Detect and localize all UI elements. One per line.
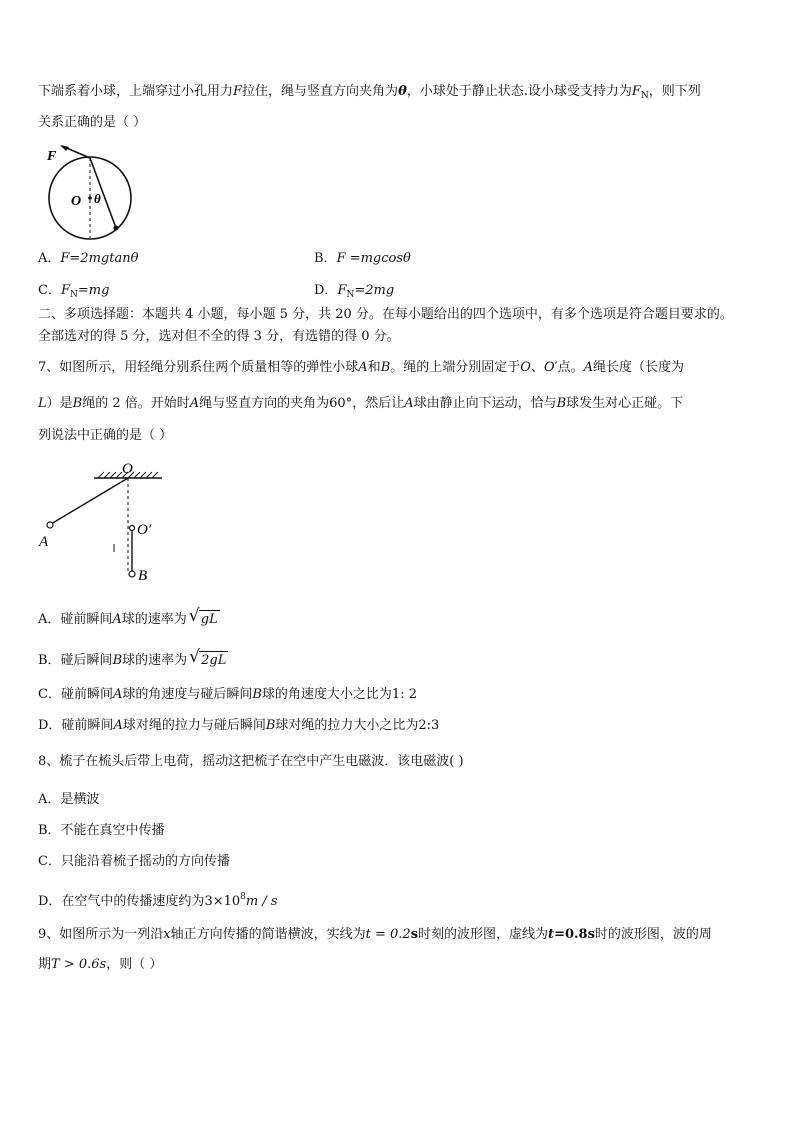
label-A: A: [39, 534, 49, 550]
q7-pendulum-figure: [36, 460, 176, 585]
ball-b: [129, 571, 135, 577]
rope-a-line: [51, 478, 128, 524]
q7-stem-line1: 7、如图所示，用轻绳分别系住两个质量相等的弹性小球A和B。绳的上端分别固定于O、O′点。A绳长度（长度为: [38, 360, 684, 375]
q7-option-c[interactable]: C．碰前瞬间A球的角速度与碰后瞬间B球的角速度大小之比为1: 2: [38, 687, 417, 702]
q6-stem-line2: 关系正确的是（ ）: [38, 115, 147, 130]
ball-dot: [114, 226, 119, 231]
q6-option-a[interactable]: A．F=2mgtanθ: [38, 251, 139, 266]
label-Oprime: O′: [137, 522, 152, 538]
q6-circle-figure: [38, 140, 148, 245]
label-theta: θ: [94, 191, 101, 206]
label-B: B: [138, 568, 148, 584]
q8-stem: 8、梳子在梳头后带上电荷，摇动这把梳子在空中产生电磁波．该电磁波( ): [38, 754, 464, 769]
q7-option-b[interactable]: B．碰后瞬间B球的速率为 √ 2gL: [38, 647, 227, 668]
center-dot: [88, 196, 92, 200]
sqrt-gl: √ gL: [188, 606, 218, 627]
ball-a: [47, 522, 53, 528]
section2-line1: 二、多项选择题：本题共 4 小题，每小题 5 分，共 20 分。在每小题给出的四个选项中，有多个选项是符合题目要求的。: [38, 307, 733, 322]
section2-line2: 全部选对的得 5 分，选对但不全的得 3 分，有选错的得 0 分。: [38, 329, 400, 344]
q9-stem-line2: 期T > 0.6s，则（ ）: [38, 957, 163, 972]
label-O: O: [122, 461, 133, 477]
q7-option-a[interactable]: A．碰前瞬间A球的速率为 √ gL: [38, 606, 218, 627]
sqrt-2gl: √ 2gL: [189, 647, 227, 668]
q7-stem-line3: 列说法中正确的是（ ）: [38, 428, 173, 443]
q6-stem-line1: 下端系着小球，上端穿过小孔用力F拉住，绳与竖直方向夹角为θ，小球处于静止状态.设小球受支持力为$F_N$，则下列: [38, 84, 701, 101]
q8-option-a[interactable]: A．是横波: [38, 792, 100, 807]
q6-option-c[interactable]: C．$F_N=mg$: [38, 283, 110, 300]
q8-option-b[interactable]: B．不能在真空中传播: [38, 823, 165, 838]
pivot-oprime: [130, 526, 135, 531]
label-O: O: [71, 194, 82, 209]
q8-option-d[interactable]: D．在空气中的传播速度约为$3\times 10^8m / s$: [38, 892, 278, 909]
q6-option-d[interactable]: D．$F_N=2mg$: [314, 283, 395, 300]
label-F: F: [47, 149, 57, 164]
q7-stem-line2: L）是B绳的 2 倍。开始时A绳与竖直方向的夹角为60°，然后让A球由静止向下运动，恰与B球发生对心正碰。下: [38, 396, 684, 411]
q9-stem-line1: 9、如图所示为一列沿x轴正方向传播的简谐横波，实线为t = 0.2s时刻的波形图，虚线为t=0.8s时的波形图，波的周: [38, 927, 712, 942]
force-arrow-head: [60, 145, 69, 151]
q6-option-b[interactable]: B．F =mgcosθ: [314, 251, 411, 266]
q7-option-d[interactable]: D．碰前瞬间A球对绳的拉力与碰后瞬间B球对绳的拉力大小之比为2:3: [38, 718, 440, 733]
q8-option-c[interactable]: C．只能沿着梳子摇动的方向传播: [38, 854, 230, 869]
